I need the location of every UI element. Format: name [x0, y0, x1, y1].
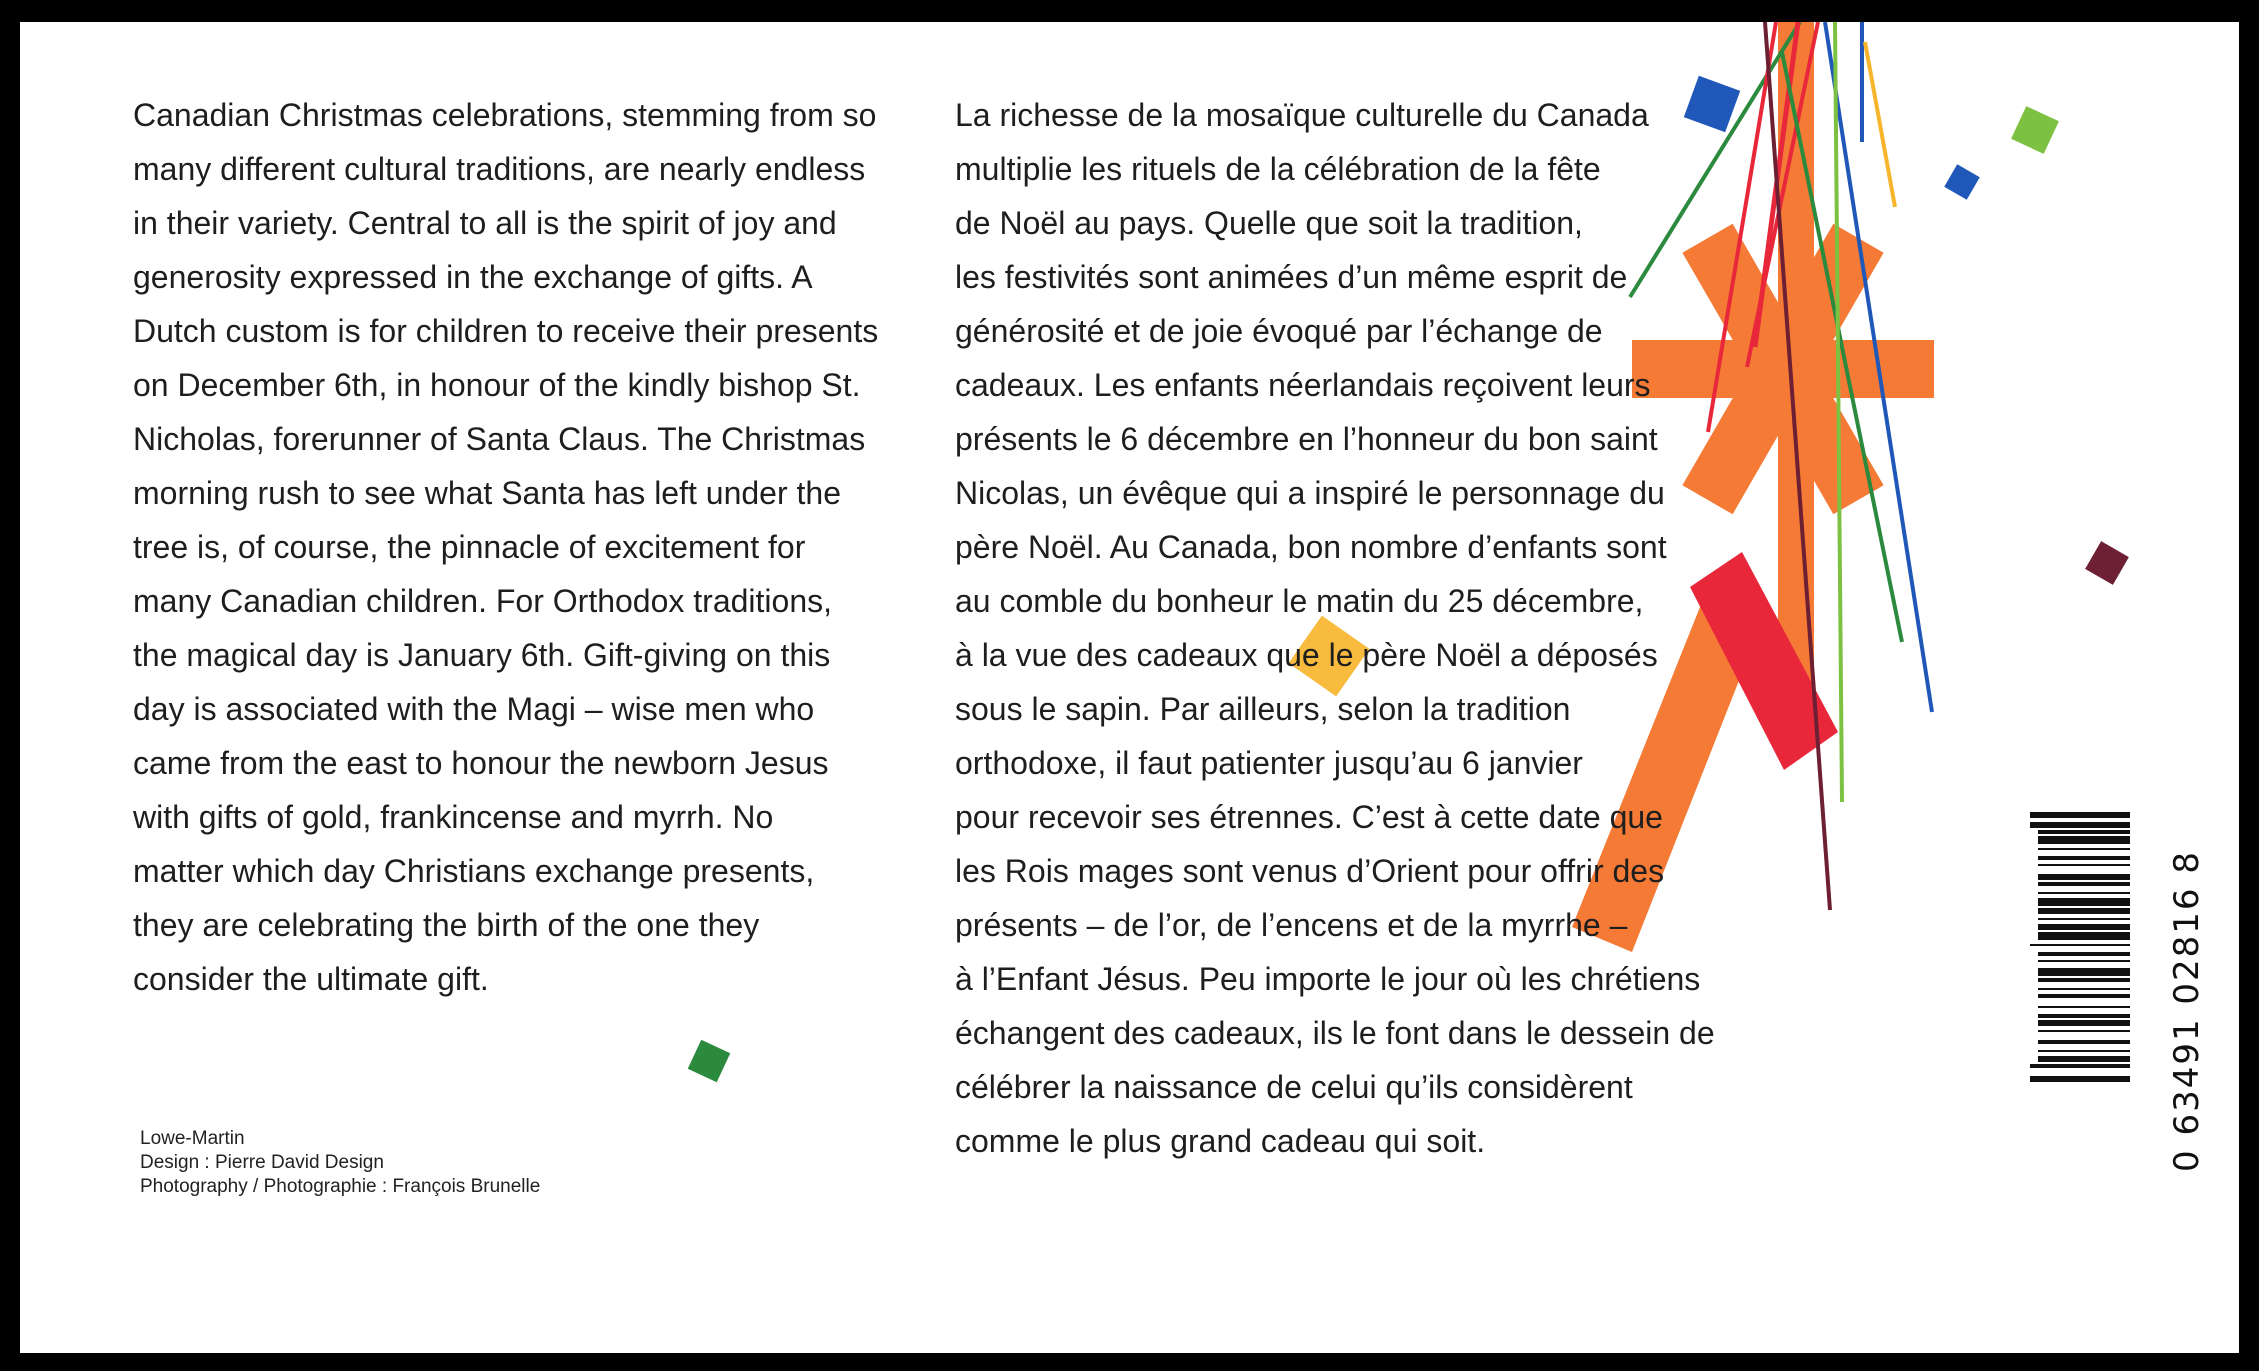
- barcode-bar: [2038, 1020, 2130, 1026]
- barcode-bar: [2038, 932, 2130, 940]
- barcode-bar: [2038, 908, 2130, 914]
- barcode-bar: [2038, 882, 2130, 886]
- barcode-bar: [2038, 960, 2130, 962]
- barcode-bar: [2030, 1076, 2130, 1082]
- barcode-bar: [2038, 1050, 2130, 1052]
- barcode-number: 0 63491 02816 8: [2167, 849, 2207, 1172]
- barcode-bar: [2038, 836, 2130, 844]
- barcode-bar: [2038, 898, 2130, 906]
- barcode-bar: [2038, 1030, 2130, 1032]
- blue-small-square: [1944, 164, 1980, 200]
- barcode-bar: [2038, 968, 2130, 976]
- barcode-bar: [2038, 864, 2130, 866]
- design-credit: Design : Pierre David Design: [140, 1152, 384, 1173]
- barcode-bar: [2038, 1006, 2130, 1008]
- barcode-bar: [2038, 978, 2130, 982]
- barcode-bar: [2030, 944, 2130, 946]
- barcode-bar: [2038, 856, 2130, 860]
- barcode-bar: [2038, 830, 2130, 834]
- barcode-bar: [2038, 924, 2130, 930]
- barcode-bar: [2030, 822, 2130, 828]
- barcode-bar: [2038, 848, 2130, 850]
- barcode-bar: [2038, 918, 2130, 920]
- french-paragraph: La richesse de la mosaïque culturelle du Canada multiplie les rituels de la célébration de la fête de Noël au pays. Quelle que soit la tradition, les festivités sont animées d’un même esprit de générosité et de joie évoqué par l’échange de cadeaux. Les enfants néerlandais reçoivent leurs présents le 6 décembre en l’honneur du bon saint Nicolas, un évêque qui a inspiré le personnage du père Noël. Au Canada, bon nombre d’enfants sont au comble du bonheur le matin du 25 décembre, à la vue des cadeaux que le père Noël a déposés sous le sapin. Par ailleurs, selon la tradition orthodoxe, il faut patienter jusqu’au 6 janvier pour recevoir ses étrennes. C’est à cette date que les Rois mages sont venus d’Orient pour offrir des présents – de l’or, de l’encens et de la myrrhe – à l’Enfant Jésus. Peu importe le jour où les chrétiens échangent des cadeaux, ils le font dans le dessein de célébrer la naissance de celui qu’ils considèrent comme le plus grand cadeau qui soit.: [955, 97, 1715, 1159]
- envelope-back: [20, 22, 2239, 1353]
- barcode-bar: [2038, 952, 2130, 956]
- barcode-bar: [2030, 1064, 2130, 1068]
- printer-credit: Lowe-Martin: [140, 1128, 245, 1149]
- green-square: [688, 1040, 731, 1083]
- barcode-bar: [2038, 874, 2130, 880]
- maroon-square: [2085, 541, 2129, 585]
- photography-credit: Photography / Photographie : François Brunelle: [140, 1176, 541, 1197]
- light-green-square: [2011, 106, 2059, 154]
- barcode-bar: [2030, 812, 2130, 818]
- barcode-bar: [2038, 1040, 2130, 1044]
- barcode-bar: [2038, 1056, 2130, 1062]
- barcode-bar: [2038, 892, 2130, 894]
- credits-block: [140, 1127, 540, 1199]
- barcode-bar: [2038, 994, 2130, 998]
- barcode-bar: [2038, 1014, 2130, 1018]
- barcode: [2030, 812, 2140, 1172]
- english-paragraph: Canadian Christmas celebrations, stemming from so many different cultural traditions, are nearly endless in their variety. Central to all is the spirit of joy and generosity expressed in the exchange of gifts. A Dutch custom is for children to receive their presents on December 6th, in honour of the kindly bishop St. Nicholas, forerunner of Santa Claus. The Christmas morning rush to see what Santa has left under the tree is, of course, the pinnacle of excitement for many Canadian children. For Orthodox traditions, the magical day is January 6th. Gift-giving on this day is associated with the Magi – wise men who came from the east to honour the newborn Jesus with gifts of gold, frankincense and myrrh. No matter which day Christians exchange presents, they are celebrating the birth of the one they consider the ultimate gift.: [133, 97, 879, 997]
- barcode-bar: [2038, 988, 2130, 990]
